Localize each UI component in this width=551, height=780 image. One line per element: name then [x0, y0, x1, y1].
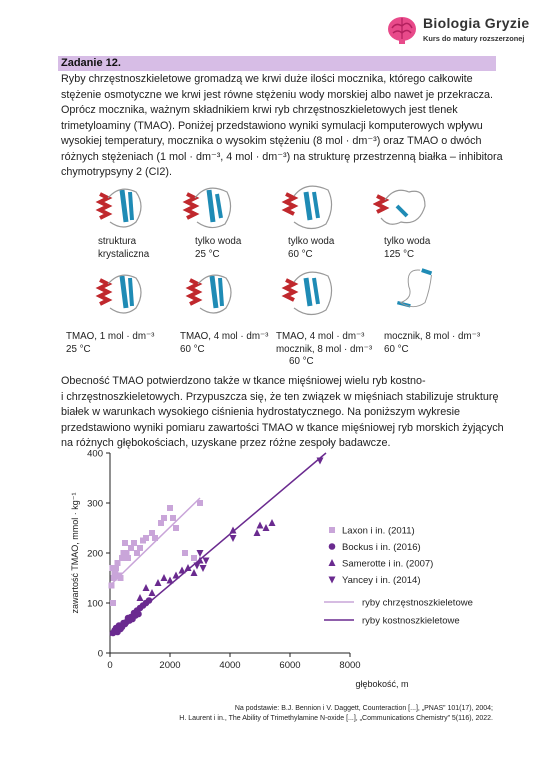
paragraph-line: białek w warunkach wysokiego ciśnienia hydrostatycznego. Na poniższym wykresie: [61, 406, 461, 418]
data-point: [143, 584, 150, 591]
data-point: [191, 569, 198, 576]
structure-caption: TMAO, 4 mol · dm⁻³: [276, 331, 365, 342]
structure-caption: 60 °C: [180, 343, 205, 355]
data-point: [137, 545, 143, 551]
protein-structure-image: [280, 268, 336, 320]
data-point: [109, 583, 115, 589]
legend-label: Yancey i in. (2014): [342, 575, 421, 586]
data-point: [161, 574, 168, 581]
paragraph-line: trimetyloaminy (TMAO). Poniżej przedstawiono wyniki symulacji komputerowych wpływu: [61, 119, 483, 132]
protein-structure-image: [92, 182, 148, 234]
paragraph-line: stężenie osmotyczne we krwi jest równe stężeniu wody morskiej albo nawet je przekracza.: [61, 88, 494, 101]
structure-caption: 60 °C: [289, 356, 314, 367]
paragraph-line: Ryby chrzęstnoszkieletowe gromadzą we krwi duże ilości mocznika, którego całkowite: [61, 73, 473, 85]
protein-structure-image: [92, 268, 148, 320]
data-point: [118, 575, 124, 581]
data-point: [254, 529, 261, 536]
data-point: [155, 579, 162, 586]
x-axis-title: głębokość, m: [355, 679, 409, 689]
task-header-bar: [58, 56, 496, 71]
data-point: [137, 594, 144, 601]
protein-structure-image: [373, 182, 429, 234]
paragraph-line: Oprócz mocznika, ważnym składnikiem krwi ryb chrzęstnoszkieletowych jest tlenek: [61, 104, 458, 116]
data-point: [173, 572, 180, 579]
source-2: H. Laurent i in., The Ability of Trimethylamine N-oxide [...], „Communications Chemistry” 5(116), 2022.: [179, 715, 493, 722]
y-tick-label: 400: [87, 448, 103, 460]
source-prefix: Na podstawie:: [234, 705, 282, 712]
paragraph-line: i chrzęstnoszkieletowych. Przypuszcza się, że ten związek w mięśniach stabilizuje strukturę: [61, 390, 499, 403]
structure-caption: 25 °C: [66, 343, 91, 355]
data-point: [135, 611, 142, 618]
data-point: [182, 550, 188, 556]
data-point: [173, 525, 179, 531]
data-point: [161, 515, 167, 521]
paragraph-line: chymotrypsyny 2 (CI2).: [61, 166, 172, 178]
x-tick-label: 0: [107, 660, 113, 671]
data-point: [167, 577, 174, 584]
legend-marker: [329, 527, 335, 533]
data-point: [125, 555, 131, 561]
data-point: [122, 540, 128, 546]
structure-caption: 125 °C: [384, 248, 415, 260]
y-axis-title: zawartość TMAO, mmol · kg⁻¹: [70, 492, 80, 614]
legend-label: Laxon i in. (2011): [342, 525, 415, 537]
data-point: [146, 597, 153, 604]
source-1: B.J. Bennion i V. Daggett, Counteraction [...], „PNAS” 101(17), 2004;: [281, 705, 493, 712]
structure-caption: tylko woda: [384, 236, 431, 247]
data-point: [110, 600, 116, 606]
protein-structure-image: [182, 268, 238, 320]
data-point: [167, 505, 173, 511]
data-point: [149, 589, 156, 596]
paragraph-line: różnych stężeniach (1 mol · dm⁻³, 4 mol · dm⁻³) na strukturę przestrzenną białka – inhibitora: [61, 150, 503, 163]
data-point: [170, 515, 176, 521]
legend-label: Bockus i in. (2016): [342, 542, 421, 553]
structure-caption: krystaliczna: [98, 248, 150, 260]
source-line: [179, 715, 493, 722]
x-tick-label: 8000: [339, 660, 361, 671]
data-point: [131, 540, 137, 546]
data-point: [269, 519, 276, 526]
y-tick-label: 300: [87, 498, 103, 510]
data-point: [200, 565, 207, 572]
structure-caption: TMAO, 4 mol · dm⁻³: [180, 331, 269, 342]
structure-caption: mocznik, 8 mol · dm⁻³: [384, 331, 481, 342]
data-point: [197, 550, 204, 557]
data-point: [194, 563, 201, 570]
protein-structure-image: [181, 182, 237, 234]
legend-label: Samerotte i in. (2007): [342, 558, 434, 570]
legend-label: ryby chrzęstnoszkieletowe: [362, 597, 473, 609]
paragraph-line: przedstawiono wyniki pomiaru zawartości TMAO w tkance mięśniowej ryb morskich żyjących: [61, 421, 504, 434]
data-point: [143, 535, 149, 541]
y-tick-label: 0: [97, 648, 103, 660]
x-tick-label: 6000: [279, 660, 301, 671]
data-point: [203, 558, 210, 565]
brand-title: Biologia Gryzie: [423, 15, 530, 31]
brain-icon: [386, 14, 418, 46]
y-tick-label: 200: [87, 548, 103, 560]
structure-caption: tylko woda: [195, 236, 242, 247]
structure-caption: TMAO, 1 mol · dm⁻³: [66, 331, 155, 342]
structure-caption: mocznik, 8 mol · dm⁻³: [276, 343, 373, 355]
source-line: [235, 705, 493, 712]
paragraph-line: Obecność TMAO potwierdzono także w tkance mięśniowej wielu ryb kostno-: [61, 375, 426, 387]
paragraph-line: na różnych głębokościach, uzyskane przez różne zespoły badawcze.: [61, 437, 391, 449]
protein-structure-image: [384, 262, 440, 314]
data-point: [197, 500, 203, 506]
protein-structure-image: [280, 182, 336, 234]
x-tick-label: 4000: [219, 660, 241, 671]
data-point: [191, 555, 197, 561]
task-title: Zadanie 12.: [61, 57, 121, 69]
legend-marker: [329, 543, 336, 550]
structure-caption: struktura: [98, 236, 137, 247]
data-point: [230, 535, 237, 542]
x-tick-label: 2000: [159, 660, 181, 671]
data-point: [257, 522, 264, 529]
paragraph-line: wysokiej temperatury, mocznika o wysokim stężeniu (8 mol · dm⁻³) oraz TMAO o dwóch: [61, 135, 482, 147]
data-point: [263, 524, 270, 531]
structure-caption: tylko woda: [288, 236, 335, 247]
brand-subtitle: Kurs do matury rozszerzonej: [423, 34, 525, 43]
structure-caption: 60 °C: [288, 248, 313, 260]
legend-marker: [329, 577, 336, 584]
data-point: [152, 535, 158, 541]
tmao-depth-chart: [60, 440, 500, 695]
structure-caption: 25 °C: [195, 248, 220, 260]
y-tick-label: 100: [87, 598, 103, 610]
legend-marker: [329, 559, 336, 566]
structure-caption: 60 °C: [384, 343, 409, 355]
legend-label: ryby kostnoszkieletowe: [362, 615, 460, 627]
data-point: [179, 567, 186, 574]
